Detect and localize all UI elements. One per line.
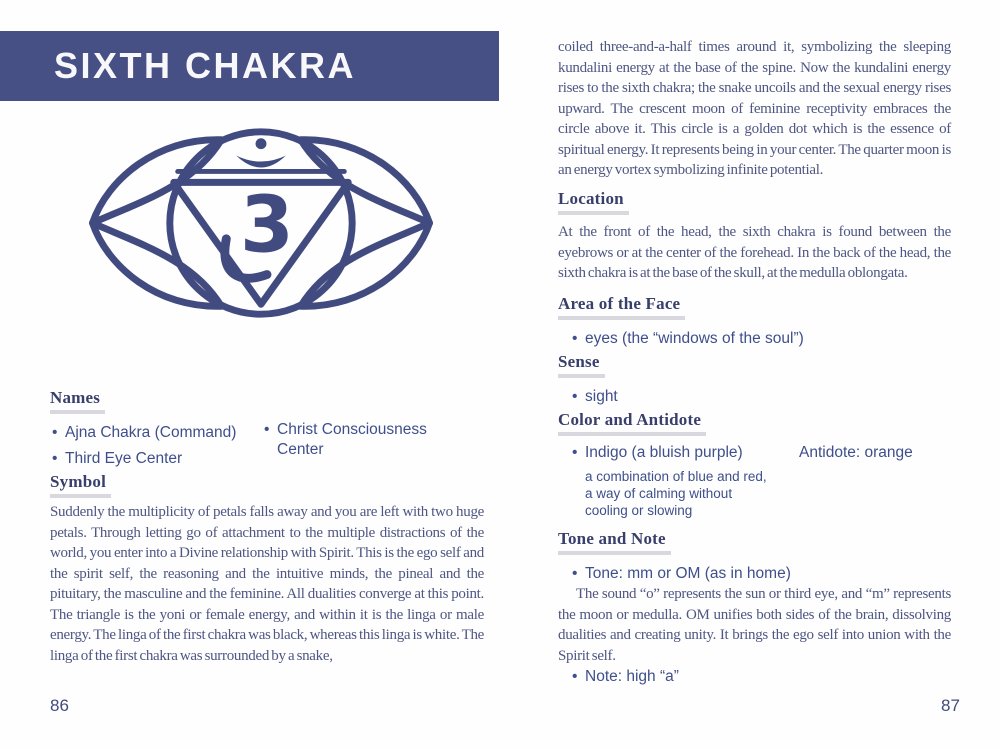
- name-bullet-item: • Third Eye Center: [52, 446, 264, 472]
- tone-and-note-heading: Tone and Note: [558, 529, 671, 555]
- tone-bullet-item: • Tone: mm or OM (as in home): [572, 561, 978, 587]
- tone-paragraph: The sound “o” represents the sun or third eye, and “m” represents the moon or medulla. OM unifies both sides of the brain, dissolving dualities and creating unity. It brings the ego self into union with the Spirit self.: [558, 586, 951, 664]
- location-heading: Location: [558, 189, 629, 215]
- page-title: SIXTH CHAKRA: [54, 45, 357, 86]
- color-and-antidote-content: [572, 440, 965, 519]
- note-bullet-item: • Note: high “a”: [572, 664, 978, 690]
- third-eye-chakra-symbol: [72, 110, 450, 336]
- left-page-number: 86: [50, 696, 69, 715]
- color-and-antidote-heading: Color and Antidote: [558, 410, 706, 436]
- indigo-detail-text: a combination of blue and red, a way of calming without cooling or slowing: [585, 469, 767, 518]
- svg-text:3: 3: [240, 180, 294, 271]
- continuation-paragraph: coiled three-and-a-half times around it, symbolizing the sleeping kundalini energy at the base of the spine. Now the kundalini energy rises to the sixth chakra; the snake uncoils and the sexual energy rises upward. The crescent moon of feminine receptivity embraces the circle above it. This circle is a golden dot which is the essence of spiritual energy. It represents being in your center. The quarter moon is an energy vortex symbolizing infinite potential.: [558, 39, 951, 178]
- eyes-bullet-item: • eyes (the “windows of the soul”): [572, 326, 978, 352]
- symbol-paragraph: Suddenly the multiplicity of petals falls away and you are left with two huge petals. Through letting go of attachment to the multiple distractions of the world, you enter into a Divine relationship with Spirit. This is the ego self and the spirit self, the reasoning and the intuitive minds, the pineal and the pituitary, the masculine and the feminine. All dualities converge at this point. The triangle is the yoni or female energy, and within it is the linga or male energy. The linga of the first chakra was black, whereas this linga is white. The linga of the first chakra was surrounded by a snake,: [50, 504, 484, 664]
- antidote-label: Antidote: orange: [799, 444, 913, 461]
- area-of-the-face-heading: Area of the Face: [558, 294, 685, 320]
- chapter-banner: [0, 31, 499, 101]
- sense-heading: Sense: [558, 352, 605, 378]
- crescent-and-dot-icon: [236, 138, 286, 167]
- name-bullet-item: • Christ Consciousness Center: [264, 420, 434, 460]
- names-heading: Names: [50, 388, 105, 414]
- indigo-bullet-item: • Indigo (a bluish purple): [572, 440, 799, 466]
- sight-bullet-item: • sight: [572, 384, 978, 410]
- name-bullet-item: • Ajna Chakra (Command): [52, 420, 264, 446]
- names-bullet-list: [52, 420, 434, 472]
- location-paragraph: At the front of the head, the sixth chakra is found between the eyebrows or at the center of the forehead. In the back of the head, the sixth chakra is at the base of the skull, at the medulla oblongata.: [558, 224, 951, 281]
- symbol-heading: Symbol: [50, 472, 111, 498]
- right-page-number: 87: [941, 696, 960, 715]
